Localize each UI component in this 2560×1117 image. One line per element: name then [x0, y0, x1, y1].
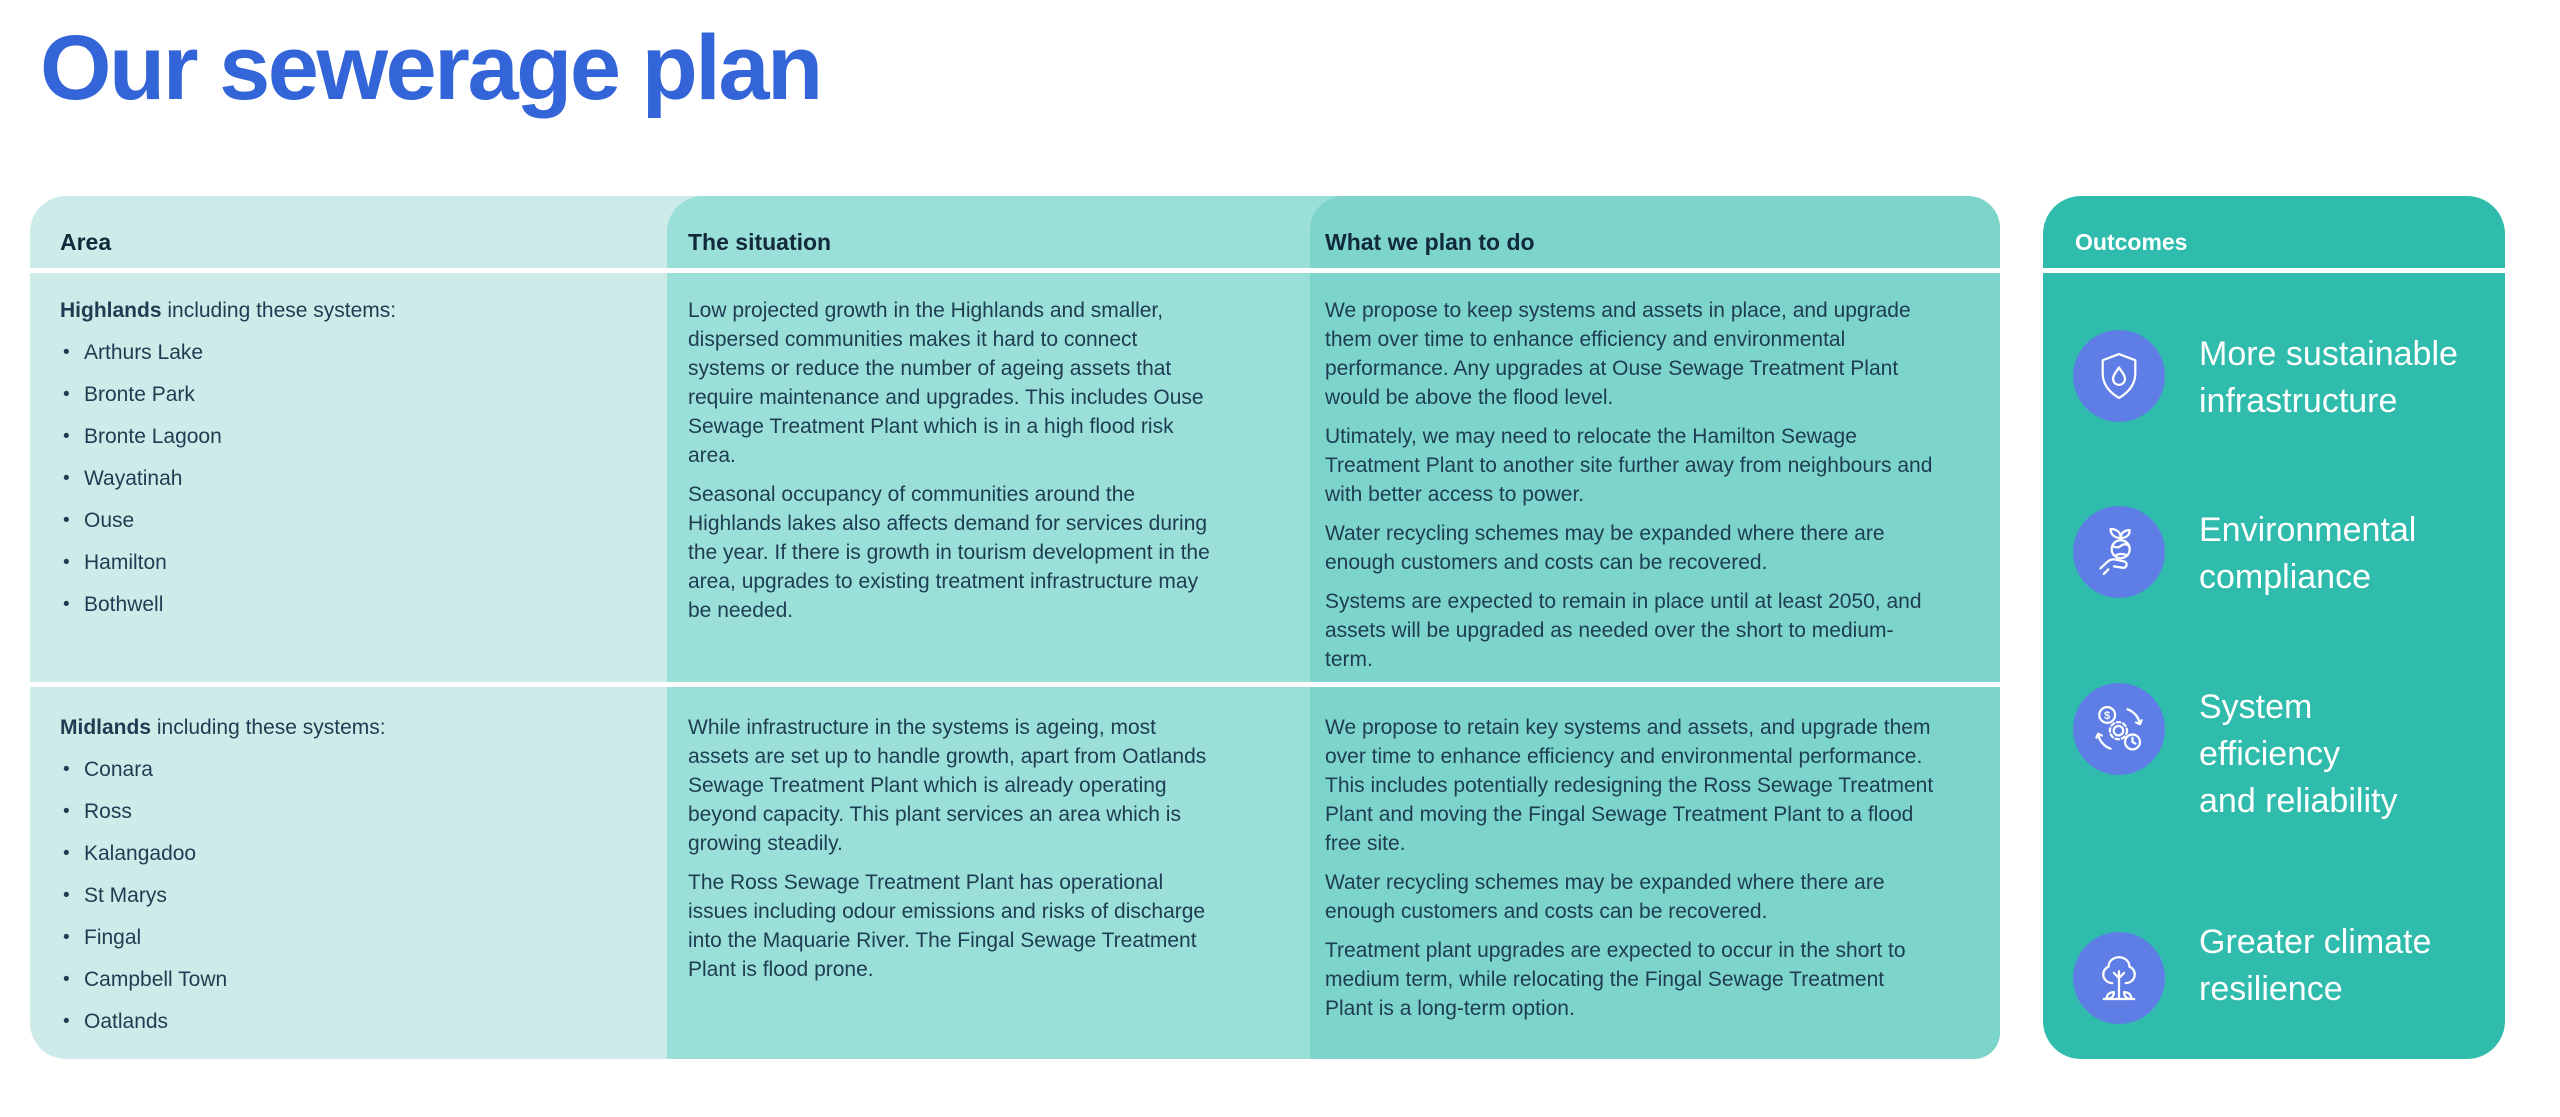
column-header-situation: The situation: [688, 229, 832, 255]
list-item: • Kalangadoo: [60, 839, 620, 868]
systems-list-midlands: [60, 755, 620, 1036]
tree-growth-icon: [2092, 951, 2146, 1005]
column-header-plan: What we plan to do: [1325, 229, 1535, 255]
row-separator-line: [30, 682, 2000, 687]
paragraph: The Ross Sewage Treatment Plant has operational issues including odour emissions and risks of discharge into the Maquarie River. The Fingal Sewage Treatment Plant is flood prone.: [688, 871, 1206, 981]
situation-cell-midlands: [688, 713, 1213, 984]
icon-circle: [2073, 330, 2165, 422]
outcome-label-line: More sustainable: [2199, 335, 2458, 373]
outcome-label-line: compliance: [2199, 558, 2371, 596]
area-heading: [60, 296, 620, 325]
list-item: • Ouse: [60, 506, 620, 535]
hand-earth-icon: [2092, 525, 2146, 579]
situation-cell-highlands: [688, 296, 1213, 625]
paragraph: We propose to retain key systems and assets, and upgrade them over time to enhance efficiency and environmental performance. This includes potentially redesigning the Ross Sewage Treatment Plant and moving the Fingal Sewage Treatment Plant to a flood free site.: [1325, 716, 1934, 855]
icon-circle: [2073, 683, 2165, 775]
shield-droplet-icon: [2092, 349, 2146, 403]
outcomes-header-separator-line: [2043, 268, 2505, 273]
area-name: Highlands: [60, 299, 162, 322]
paragraph: Treatment plant upgrades are expected to occur in the short to medium term, while relocating the Fingal Sewage Treatment Plant is a long-term option.: [1325, 939, 1906, 1020]
area-heading-rest: including these systems:: [151, 716, 386, 739]
icon-circle: [2073, 932, 2165, 1024]
paragraph: We propose to keep systems and assets in place, and upgrade them over time to enhance efficiency and environmental performance. Any upgrades at Ouse Sewage Treatment Plant would be above the flood level.: [1325, 299, 1911, 409]
outcome-label-line: System: [2199, 688, 2313, 726]
area-heading-rest: including these systems:: [161, 299, 397, 322]
paragraph: Water recycling schemes may be expanded where there are enough customers and costs can be recovered.: [1325, 522, 1885, 574]
list-item: • Bronte Park: [60, 380, 620, 409]
outcomes-header: Outcomes: [2075, 229, 2188, 255]
area-cell-highlands: [60, 296, 620, 619]
area-heading: [60, 713, 620, 742]
outcome-item-environmental-compliance: [2073, 506, 2416, 601]
column-header-area: Area: [60, 229, 112, 255]
outcome-item-sustainable-infrastructure: [2073, 330, 2458, 425]
header-separator-line: [30, 268, 2000, 273]
paragraph: Systems are expected to remain in place until at least 2050, and assets will be upgraded as needed over the short to medium-term.: [1325, 590, 1922, 671]
list-item: • Fingal: [60, 923, 620, 952]
outcome-item-climate-resilience: [2073, 918, 2431, 1024]
list-item: • Bothwell: [60, 590, 620, 619]
outcome-label: [2199, 507, 2416, 601]
list-item: • St Marys: [60, 881, 620, 910]
plan-cell-midlands: [1325, 713, 1937, 1023]
sewerage-plan-table: [30, 196, 2000, 1059]
paragraph: Water recycling schemes may be expanded where there are enough customers and costs can be recovered.: [1325, 871, 1885, 923]
list-item: • Oatlands: [60, 1007, 620, 1036]
outcome-label: [2199, 919, 2431, 1013]
area-name: Midlands: [60, 716, 152, 739]
list-item: • Arthurs Lake: [60, 338, 620, 367]
outcome-label: [2199, 684, 2397, 825]
outcome-label-line: resilience: [2199, 970, 2343, 1008]
paragraph: Low projected growth in the Highlands and smaller, dispersed communities makes it hard to connect systems or reduce the number of ageing assets that require maintenance and upgrades. This includes Ouse Sewage Treatment Plant which is in a high flood risk area.: [688, 299, 1204, 467]
outcome-label-line: and reliability: [2199, 782, 2398, 820]
outcome-label-line: Greater climate: [2199, 923, 2432, 961]
systems-list-highlands: [60, 338, 620, 619]
outcome-label-line: Environmental: [2199, 511, 2417, 549]
svg-text:$: $: [2104, 709, 2111, 722]
icon-circle: [2073, 506, 2165, 598]
page-title: Our sewerage plan: [40, 17, 821, 119]
outcome-label: [2199, 331, 2458, 425]
list-item: • Conara: [60, 755, 620, 784]
paragraph: Seasonal occupancy of communities around the Highlands lakes also affects demand for services during the year. If there is growth in tourism development in the area, upgrades to existing treatment infrastructure may be needed.: [688, 483, 1210, 622]
paragraph: Utimately, we may need to relocate the Hamilton Sewage Treatment Plant to another site further away from neighbours and with better access to power.: [1325, 425, 1933, 506]
paragraph: While infrastructure in the systems is ageing, most assets are set up to handle growth, apart from Oatlands Sewage Treatment Plant which is already operating beyond capacity. This plant services an area which is growing steadily.: [688, 716, 1207, 855]
list-item: • Ross: [60, 797, 620, 826]
list-item: • Hamilton: [60, 548, 620, 577]
outcome-label-line: efficiency: [2199, 735, 2341, 773]
outcome-label-line: infrastructure: [2199, 382, 2398, 420]
list-item: • Wayatinah: [60, 464, 620, 493]
system-efficiency-icon: [2092, 702, 2146, 756]
plan-cell-highlands: [1325, 296, 1937, 674]
list-item: • Campbell Town: [60, 965, 620, 994]
outcome-item-system-efficiency: [2073, 683, 2397, 825]
area-cell-midlands: [60, 713, 620, 1036]
outcomes-panel: [2043, 196, 2505, 1059]
list-item: • Bronte Lagoon: [60, 422, 620, 451]
